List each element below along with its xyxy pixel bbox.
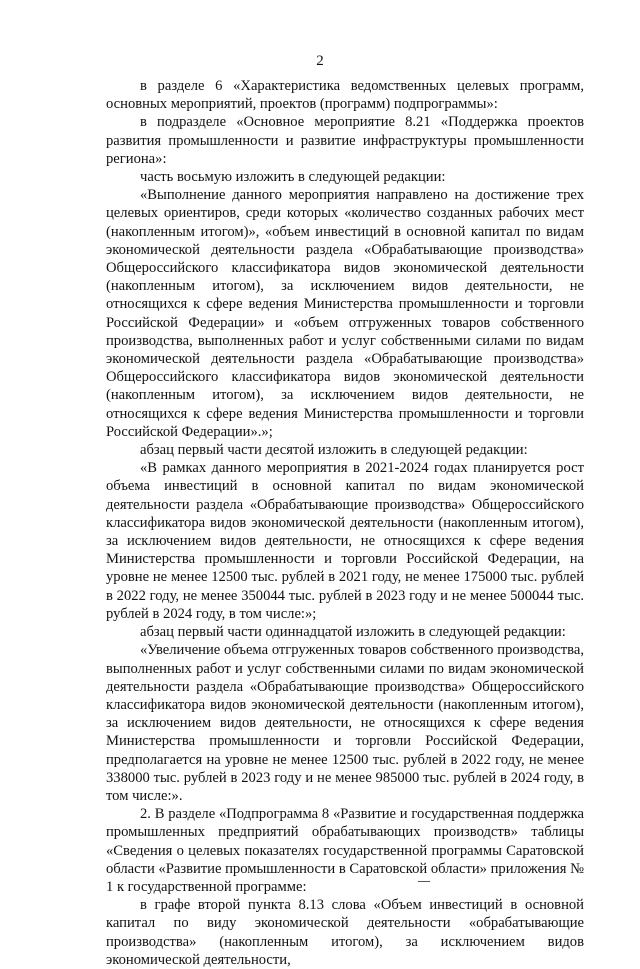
paragraph-part-ten-intro: абзац первый части десятой изложить в следующей редакции: bbox=[140, 442, 528, 459]
paragraph-part-eleven-intro: абзац первый части одиннадцатой изложить в следующей редакции: bbox=[140, 624, 566, 641]
paragraph-part-ten-text: «В рамках данного мероприятия в 2021-2024 годах планируется рост объема инвестиций в основной капитал по видам экономической деятельности раздела «Обрабатывающие производства» Общероссийского классификатора видов экономической деятельности (накопленным итогом), за исключением видов деятельности, не относящихся к сфере ведения Министерства промышленности и торговли Российской Федерации, на уровне не менее 12500 тыс. рублей в 2021 году, не менее 175000 тыс. рублей в 2022 году, не менее 350044 тыс. рублей в 2023 году и не менее 500044 тыс. рублей в 2024 году, в том числе:»; bbox=[106, 460, 584, 622]
page-number: 2 bbox=[316, 53, 324, 69]
paragraph-part-eleven-text: «Увеличение объема отгруженных товаров собственного производства, выполненных работ и услуг собственными силами по видам экономической деятельности раздела «Обрабатывающие производства» Общероссийского классификатора видов экономической деятельности (накопленным итогом), за исключением видов деятельности, не относящихся к сфере ведения Министерства промышленности и торговли Российской Федерации, предполагается на уровне не менее 12500 тыс. рублей в 2022 году, не менее 338000 тыс. рублей в 2023 году и не менее 985000 тыс. рублей в 2024 году, в том числе:». bbox=[106, 642, 584, 804]
paragraph-part-eight-text: «Выполнение данного мероприятия направлено на достижение трех целевых ориентиров, среди которых «количество созданных рабочих мест (накопленным итогом)», «объем инвестиций в основной капитал по видам экономической деятельности раздела «Обрабатывающие производства» Общероссийского классификатора видов экономической деятельности (накопленным итогом), за исключением видов деятельности, не относящихся к сфере ведения Министерства промышленности и торговли Российской Федерации» и «объем отгруженных товаров собственного производства, выполненных работ и услуг собственными силами по видам экономической деятельности раздела «Обрабатывающие производства» Общероссийского классификатора видов экономической деятельности (накопленным итогом), за исключением видов деятельности, не относящихся к сфере ведения Министерства промышленности и торговли Российской Федерации».»; bbox=[106, 187, 584, 440]
paragraph-item-2: 2. В разделе «Подпрограмма 8 «Развитие и государственная поддержка промышленных предприятий обрабатывающих производств» таблицы «Сведения о целевых показателях государственной программы Саратовской области «Развитие промышленности в Саратовской области» приложения № 1 к государственной программе: bbox=[106, 806, 585, 895]
paragraph-subsection-8-21: в подразделе «Основное мероприятие 8.21 «Поддержка проектов развития промышленности и развитие инфраструктуры промышленности региона»: bbox=[106, 114, 584, 167]
paragraph-part-eight-intro: часть восьмую изложить в следующей редакции: bbox=[140, 169, 446, 186]
paragraph-point-8-13: в графе второй пункта 8.13 слова «Объем инвестиций в основной капитал по виду экономической деятельности «обрабатывающие производства» (накопленным итогом), за исключением видов экономической деятельности, bbox=[106, 897, 584, 968]
paragraph-section-6: в разделе 6 «Характеристика ведомственных целевых программ, основных мероприятий, проектов (программ) подпрограммы»: bbox=[106, 78, 584, 113]
scan-artifact-mark bbox=[418, 881, 430, 882]
document-body bbox=[106, 77, 584, 969]
